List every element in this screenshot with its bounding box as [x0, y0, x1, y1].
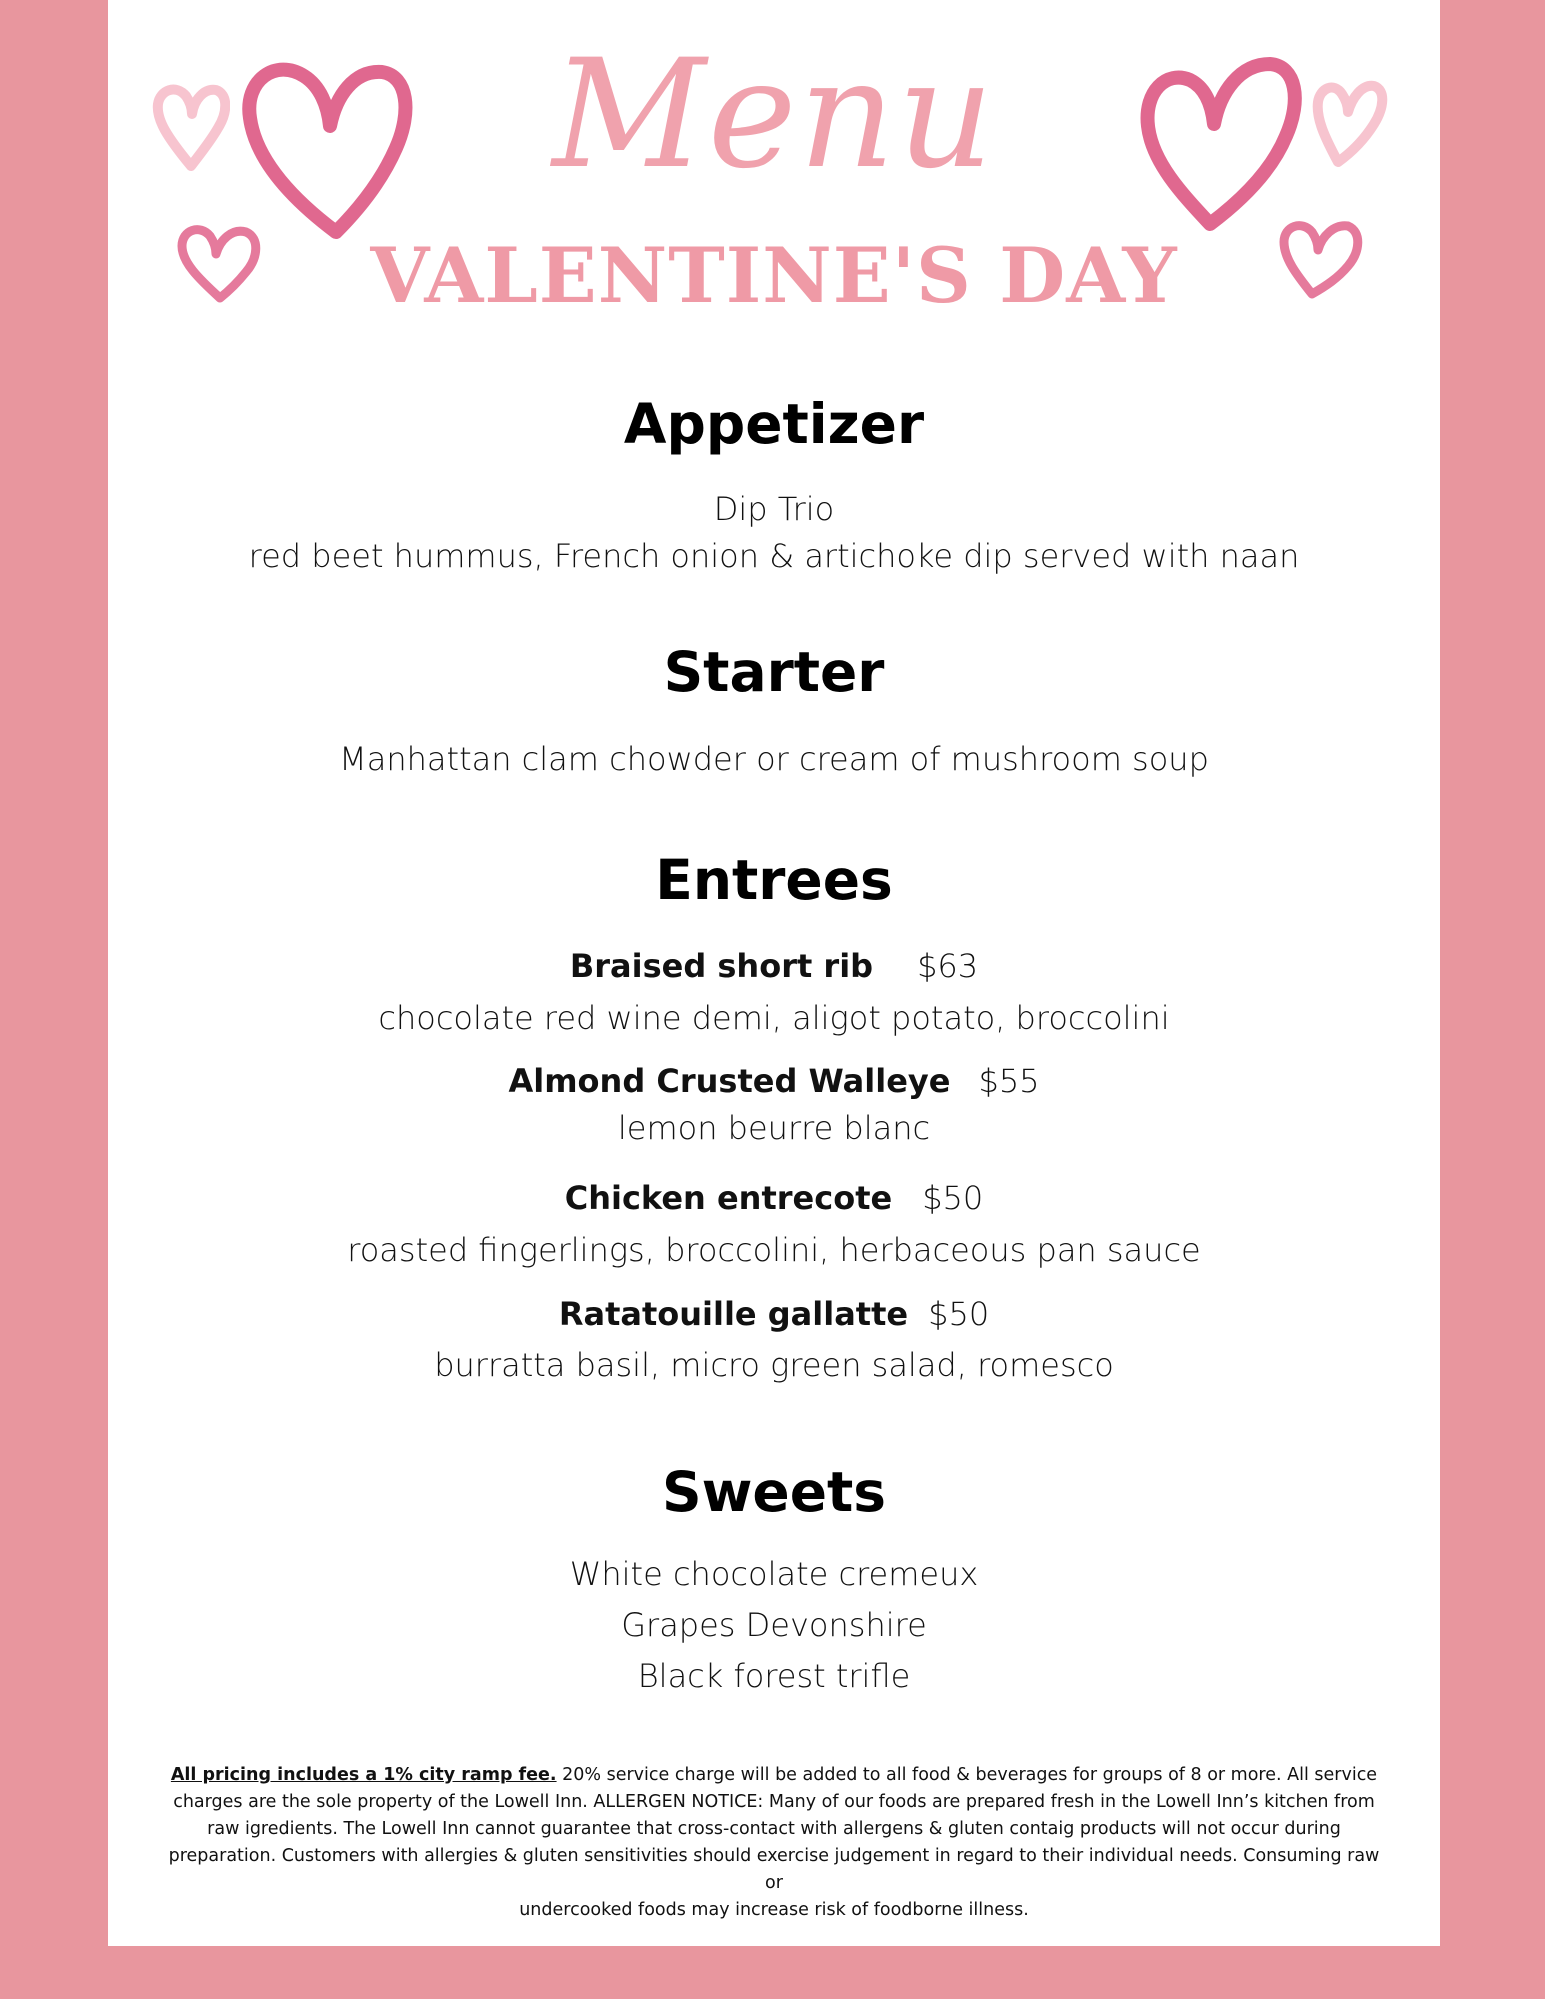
entree-description: chocolate red wine demi, aligot potato, broccolini: [378, 999, 1170, 1037]
entree-name: Ratatouille gallatte: [558, 1295, 909, 1333]
entree-title-line: [108, 1059, 1440, 1103]
notice-line: preparation. Customers with allergies & gluten sensitivities should exercise judgement in regard to their individual needs. Consuming raw or: [168, 1846, 1380, 1893]
entree-description: burratta basil, micro green salad, romesco: [434, 1346, 1114, 1384]
entree-description: lemon beurre blanc: [617, 1109, 931, 1147]
notice-line: All pricing includes a 1% city ramp fee. 20% service charge will be added to all food & beverages for groups of 8 or more. All service: [170, 1765, 1378, 1785]
entree-price: $55: [978, 1062, 1040, 1100]
section-heading-sweets: Sweets: [661, 1460, 887, 1524]
entree-name: Braised short rib: [569, 947, 874, 985]
entree-price: $63: [917, 947, 979, 985]
section-heading-appetizer: Appetizer: [623, 392, 925, 456]
notice-line: raw igredients. The Lowell Inn cannot guarantee that cross-contact with allergens & gluten contaig products will not occur during: [207, 1819, 1341, 1839]
page-title: VALENTINE'S DAY: [370, 231, 1178, 320]
entree-title-line: [108, 944, 1440, 988]
starter-description: Manhattan clam chowder or cream of mushroom soup: [339, 740, 1209, 778]
notice-line: undercooked foods may increase risk of foodborne illness.: [519, 1900, 1029, 1920]
appetizer-name: Dip Trio: [713, 490, 835, 528]
sweets-item: Black forest trifle: [637, 1657, 911, 1695]
entree-description: roasted fingerlings, broccolini, herbaceous pan sauce: [347, 1231, 1201, 1269]
entree-name: Chicken entrecote: [564, 1179, 893, 1217]
menu-script-title: Menu: [552, 28, 996, 202]
appetizer-description: red beet hummus, French onion & artichoke dip served with naan: [248, 537, 1300, 575]
allergen-notice: [158, 1762, 1390, 1924]
entree-price: $50: [928, 1295, 990, 1333]
menu-page: [108, 0, 1440, 1946]
pricing-note: All pricing includes a 1% city ramp fee.: [170, 1765, 557, 1785]
section-heading-entrees: Entrees: [655, 848, 893, 912]
entree-name: Almond Crusted Walleye: [508, 1062, 951, 1100]
sweets-item: White chocolate cremeux: [569, 1555, 979, 1593]
entree-title-line: [108, 1176, 1440, 1220]
section-heading-starter: Starter: [663, 640, 885, 704]
notice-line: charges are the sole property of the Lowell Inn. ALLERGEN NOTICE: Many of our foods are prepared fresh in the Lowell Inn’s kitchen from: [173, 1792, 1375, 1812]
entree-title-line: [108, 1292, 1440, 1336]
sweets-item: Grapes Devonshire: [621, 1606, 927, 1644]
entree-price: $50: [922, 1179, 984, 1217]
